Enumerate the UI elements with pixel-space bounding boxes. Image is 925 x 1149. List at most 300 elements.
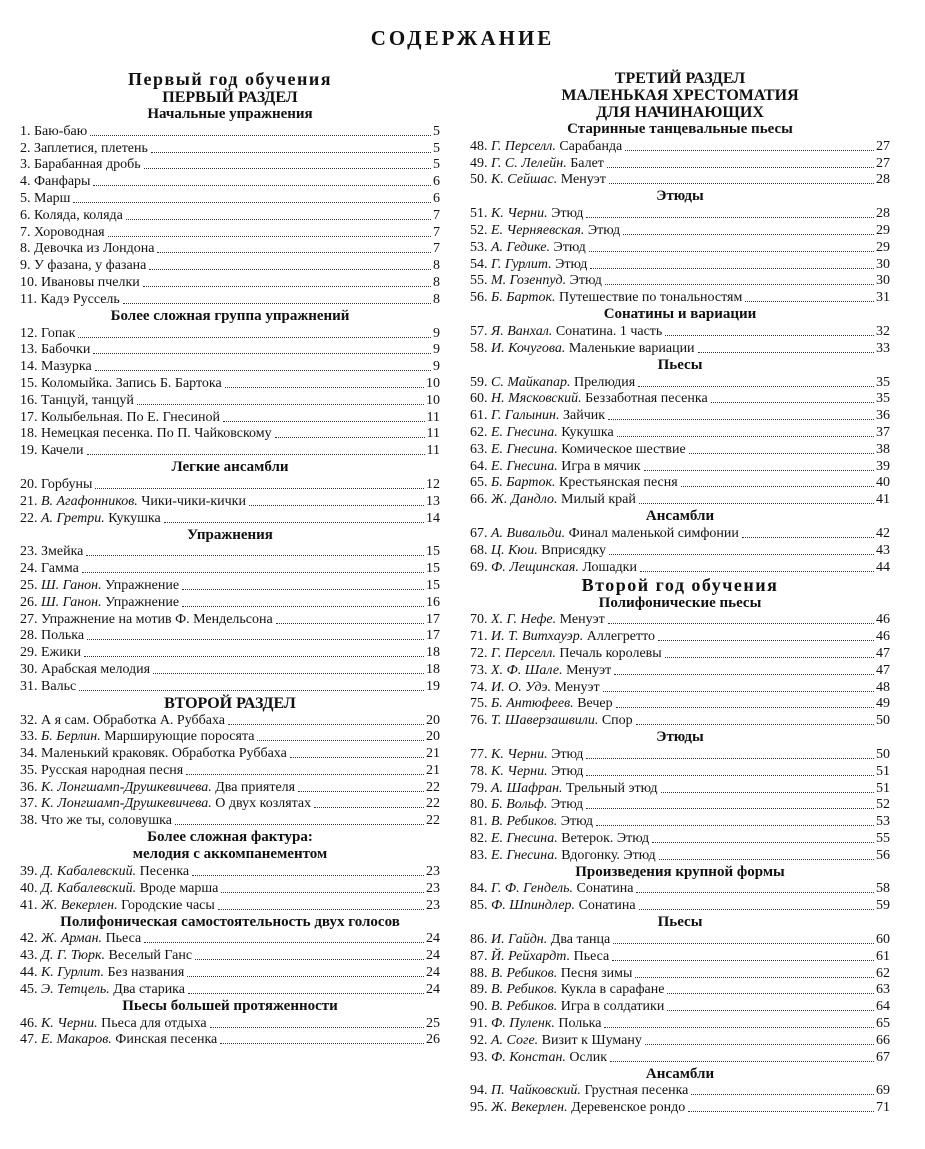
entry-text bbox=[20, 796, 311, 812]
entry-number: 92. bbox=[470, 1032, 488, 1048]
toc-entry bbox=[470, 391, 890, 408]
page-number: 30 bbox=[876, 273, 890, 289]
entry-author: Й. Рейхардт. bbox=[491, 948, 571, 964]
page-title: СОДЕРЖАНИЕ bbox=[370, 26, 555, 50]
entry-title: Барабанная дробь bbox=[34, 157, 141, 173]
entry-number: 26. bbox=[20, 594, 38, 610]
entry-author: К. Черни. bbox=[491, 746, 548, 762]
toc-entry bbox=[20, 342, 440, 359]
toc-entry bbox=[470, 1099, 890, 1116]
entry-title: Городские часы bbox=[121, 897, 215, 913]
entry-author: Г. Галынин. bbox=[491, 408, 560, 424]
entry-text bbox=[20, 191, 70, 207]
entry-title: Немецкая песенка. По П. Чайковскому bbox=[41, 426, 272, 442]
entry-number: 33. bbox=[20, 729, 38, 745]
entry-title: Пьеса для отдыха bbox=[101, 1015, 207, 1031]
section-heading: Старинные танцевальные пьесы bbox=[567, 121, 793, 137]
entry-text bbox=[470, 629, 655, 645]
toc-entry bbox=[470, 830, 890, 847]
toc-entry bbox=[20, 762, 440, 779]
toc-entry bbox=[20, 577, 440, 594]
toc-entry bbox=[470, 763, 890, 780]
toc-entry bbox=[470, 998, 890, 1015]
entry-number: 62. bbox=[470, 424, 488, 440]
page-number: 28 bbox=[876, 172, 890, 188]
dot-leader bbox=[144, 168, 431, 169]
entry-author: А. Соге. bbox=[491, 1032, 539, 1048]
toc-entry bbox=[20, 157, 440, 174]
page-number: 27 bbox=[876, 138, 890, 154]
entry-number: 29. bbox=[20, 645, 38, 661]
dot-leader bbox=[79, 690, 424, 691]
entry-number: 82. bbox=[470, 830, 488, 846]
section-heading: Ансамбли bbox=[645, 1065, 715, 1082]
toc-entry bbox=[470, 1015, 890, 1032]
page-number: 24 bbox=[426, 965, 440, 981]
toc-entry bbox=[20, 257, 440, 274]
dot-leader bbox=[182, 589, 424, 590]
toc-entry bbox=[20, 560, 440, 577]
page-number: 15 bbox=[426, 577, 440, 593]
page-number: 10 bbox=[426, 375, 440, 391]
entry-text bbox=[470, 881, 633, 897]
toc-entry bbox=[470, 491, 890, 508]
entry-author: Х. Г. Нефе. bbox=[491, 612, 557, 628]
entry-text bbox=[470, 1050, 607, 1066]
entry-text bbox=[20, 544, 83, 560]
section-heading: Произведения крупной формы bbox=[575, 863, 785, 880]
page-number: 25 bbox=[426, 1015, 440, 1031]
toc-entry bbox=[470, 1083, 890, 1100]
entry-author: В. Ребиков. bbox=[491, 965, 558, 981]
right-column bbox=[470, 70, 890, 1116]
entry-author: М. Гозенпуд. bbox=[491, 273, 567, 289]
dot-leader bbox=[639, 909, 874, 910]
toc-entry bbox=[470, 138, 890, 155]
entry-author: Т. Шаверзашвили. bbox=[491, 713, 599, 729]
entry-number: 81. bbox=[470, 814, 488, 830]
entry-text bbox=[20, 494, 246, 510]
entry-author: К. Лонгшамп-Друшкевичева. bbox=[41, 779, 212, 795]
entry-title: Этюд bbox=[587, 222, 621, 238]
page-number: 17 bbox=[426, 611, 440, 627]
entry-author: П. Чайковский. bbox=[491, 1083, 581, 1099]
entry-author: Г. Ф. Гендель. bbox=[491, 881, 573, 897]
page-number: 27 bbox=[876, 155, 890, 171]
dot-leader bbox=[617, 436, 874, 437]
entry-text bbox=[20, 1032, 217, 1048]
entry-text bbox=[470, 612, 605, 628]
entry-title: Вечер bbox=[577, 696, 613, 712]
dot-leader bbox=[586, 775, 874, 776]
page-number: 26 bbox=[426, 1032, 440, 1048]
toc-entry bbox=[470, 155, 890, 172]
dot-leader bbox=[84, 656, 424, 657]
entry-text bbox=[470, 949, 609, 965]
entry-title: Песня зимы bbox=[560, 965, 633, 981]
entry-author: В. Ребиков. bbox=[491, 999, 558, 1015]
entry-author: Е. Гнесина. bbox=[491, 424, 558, 440]
page-number: 11 bbox=[426, 409, 440, 425]
dot-leader bbox=[175, 824, 424, 825]
entry-text bbox=[470, 408, 605, 424]
entry-text bbox=[20, 124, 87, 140]
entry-title: Аллегретто bbox=[586, 629, 656, 645]
entry-title: Трельный этюд bbox=[566, 780, 658, 796]
page-number: 23 bbox=[426, 864, 440, 880]
entry-author: В. Ребиков. bbox=[491, 982, 558, 998]
entry-author: А. Гедике. bbox=[491, 239, 550, 255]
entry-text bbox=[470, 999, 664, 1015]
entry-title: Милый край bbox=[561, 492, 636, 508]
dot-leader bbox=[688, 1111, 874, 1112]
entry-text bbox=[470, 1083, 688, 1099]
page-number: 53 bbox=[876, 814, 890, 830]
entry-author: Е. Черняевская. bbox=[491, 222, 585, 238]
page-number: 24 bbox=[426, 931, 440, 947]
entry-text bbox=[20, 713, 225, 729]
entry-text bbox=[20, 477, 92, 493]
dot-leader bbox=[623, 234, 874, 235]
page-number: 24 bbox=[426, 981, 440, 997]
entry-title: Кадэ Руссель bbox=[40, 291, 120, 307]
entry-title: Упражнение bbox=[105, 594, 180, 610]
entry-number: 47. bbox=[20, 1032, 38, 1048]
entry-number: 53. bbox=[470, 239, 488, 255]
entry-author: К. Черни. bbox=[491, 763, 548, 779]
page-number: 51 bbox=[876, 780, 890, 796]
page-number: 35 bbox=[876, 391, 890, 407]
entry-number: 50. bbox=[470, 172, 488, 188]
entry-number: 49. bbox=[470, 155, 488, 171]
page-number: 20 bbox=[426, 729, 440, 745]
toc-entry bbox=[470, 931, 890, 948]
toc-entry bbox=[20, 392, 440, 409]
page-number: 49 bbox=[876, 696, 890, 712]
toc-entry bbox=[20, 661, 440, 678]
page-number: 31 bbox=[876, 290, 890, 306]
entry-author: Е. Гнесина. bbox=[491, 830, 558, 846]
entry-text bbox=[470, 1100, 685, 1116]
dot-leader bbox=[667, 993, 874, 994]
dot-leader bbox=[659, 859, 874, 860]
entry-number: 55. bbox=[470, 273, 488, 289]
entry-number: 83. bbox=[470, 847, 488, 863]
entry-number: 7. bbox=[20, 224, 31, 240]
entry-text bbox=[20, 258, 146, 274]
dot-leader bbox=[314, 807, 424, 808]
dot-leader bbox=[596, 825, 874, 826]
toc-entry bbox=[20, 375, 440, 392]
dot-leader bbox=[149, 269, 431, 270]
entry-text bbox=[20, 275, 140, 291]
dot-leader bbox=[586, 758, 874, 759]
toc-entry bbox=[20, 628, 440, 645]
dot-leader bbox=[612, 960, 874, 961]
entry-title: Вроде марша bbox=[139, 880, 219, 896]
section-heading: Пьесы bbox=[657, 356, 703, 373]
page-number: 10 bbox=[426, 392, 440, 408]
entry-author: Ц. Кюи. bbox=[491, 542, 538, 558]
entry-number: 43. bbox=[20, 948, 38, 964]
entry-title: Песенка bbox=[139, 864, 190, 880]
entry-number: 61. bbox=[470, 408, 488, 424]
dot-leader bbox=[605, 284, 874, 285]
section-heading: Более сложная фактура: bbox=[147, 829, 313, 846]
page-number: 18 bbox=[426, 645, 440, 661]
entry-number: 34. bbox=[20, 746, 38, 762]
dot-leader bbox=[665, 657, 874, 658]
entry-number: 15. bbox=[20, 375, 38, 391]
toc-entry bbox=[470, 1032, 890, 1049]
entry-text bbox=[20, 578, 179, 594]
entry-title: Сонатина bbox=[578, 898, 636, 914]
entry-number: 30. bbox=[20, 661, 38, 677]
entry-number: 25. bbox=[20, 577, 38, 593]
toc-entry bbox=[470, 239, 890, 256]
entry-author: Д. Кабалевский. bbox=[41, 864, 137, 880]
entry-title: Кукушка bbox=[108, 510, 161, 526]
entry-author: Х. Ф. Шале. bbox=[491, 662, 563, 678]
entry-author: Д. Г. Тюрк. bbox=[41, 948, 106, 964]
page-number: 18 bbox=[426, 661, 440, 677]
section-heading: Пьесы bbox=[657, 914, 703, 931]
page-number: 51 bbox=[876, 763, 890, 779]
section-heading: Этюды bbox=[656, 188, 704, 205]
toc-entry bbox=[20, 224, 440, 241]
entry-number: 37. bbox=[20, 796, 38, 812]
entry-text bbox=[470, 375, 635, 391]
page-number: 16 bbox=[426, 594, 440, 610]
entry-number: 51. bbox=[470, 206, 488, 222]
page-number: 22 bbox=[426, 779, 440, 795]
entry-number: 76. bbox=[470, 713, 488, 729]
toc-entry bbox=[20, 863, 440, 880]
section-heading: ДЛЯ НАЧИНАЮЩИХ bbox=[596, 104, 764, 121]
page-number: 28 bbox=[876, 206, 890, 222]
entry-number: 10. bbox=[20, 274, 38, 290]
entry-author: Е. Гнесина. bbox=[491, 847, 558, 863]
page-number: 41 bbox=[876, 492, 890, 508]
entry-author: Ш. Ганон. bbox=[41, 577, 102, 593]
page-number: 22 bbox=[426, 796, 440, 812]
toc-entry bbox=[470, 746, 890, 763]
entry-number: 8. bbox=[20, 241, 31, 257]
entry-text bbox=[470, 646, 662, 662]
entry-number: 71. bbox=[470, 629, 488, 645]
entry-number: 88. bbox=[470, 965, 488, 981]
entry-title: Два танца bbox=[550, 932, 611, 948]
entry-number: 1. bbox=[20, 123, 31, 139]
entry-number: 66. bbox=[470, 492, 488, 508]
dot-leader bbox=[608, 623, 874, 624]
entry-number: 12. bbox=[20, 325, 38, 341]
entry-title: Финал маленькой симфонии bbox=[568, 525, 739, 541]
page-number: 50 bbox=[876, 713, 890, 729]
toc-entry bbox=[470, 679, 890, 696]
entry-title: Деревенское рондо bbox=[571, 1100, 686, 1116]
entry-text bbox=[470, 442, 686, 458]
entry-number: 41. bbox=[20, 897, 38, 913]
entry-text bbox=[20, 292, 120, 308]
toc-entry bbox=[20, 544, 440, 561]
entry-text bbox=[470, 391, 708, 407]
entry-number: 5. bbox=[20, 190, 31, 206]
page-number: 14 bbox=[426, 510, 440, 526]
entry-number: 69. bbox=[470, 559, 488, 575]
dot-leader bbox=[151, 152, 431, 153]
entry-text bbox=[470, 680, 600, 696]
toc-entry bbox=[20, 173, 440, 190]
page-number: 46 bbox=[876, 629, 890, 645]
page-number: 58 bbox=[876, 881, 890, 897]
page-number: 8 bbox=[433, 258, 440, 274]
dot-leader bbox=[658, 640, 874, 641]
page-number: 7 bbox=[433, 224, 440, 240]
entry-author: Г. Гурлит. bbox=[491, 256, 552, 272]
entry-text bbox=[20, 763, 183, 779]
toc-entry bbox=[470, 172, 890, 189]
entry-author: Б. Антюфеев. bbox=[491, 696, 574, 712]
toc-entry bbox=[20, 897, 440, 914]
toc-entry bbox=[470, 289, 890, 306]
page-number: 8 bbox=[433, 291, 440, 307]
entry-title: Два старика bbox=[113, 981, 185, 997]
section-heading: ТРЕТИЙ РАЗДЕЛ bbox=[614, 70, 746, 87]
dot-leader bbox=[82, 572, 424, 573]
entry-number: 2. bbox=[20, 140, 31, 156]
page-number: 9 bbox=[433, 325, 440, 341]
entry-title: Два приятеля bbox=[215, 779, 296, 795]
entry-number: 70. bbox=[470, 612, 488, 628]
dot-leader bbox=[640, 571, 874, 572]
entry-author: Ш. Ганон. bbox=[41, 594, 102, 610]
entry-number: 22. bbox=[20, 510, 38, 526]
dot-leader bbox=[275, 437, 425, 438]
section-heading: Более сложная группа упражнений bbox=[110, 307, 350, 324]
entry-number: 85. bbox=[470, 898, 488, 914]
dot-leader bbox=[635, 977, 874, 978]
entry-author: А. Шафран. bbox=[491, 780, 563, 796]
page-number: 44 bbox=[876, 559, 890, 575]
entry-number: 52. bbox=[470, 222, 488, 238]
dot-leader bbox=[108, 236, 431, 237]
dot-leader bbox=[95, 488, 424, 489]
toc-entry bbox=[20, 594, 440, 611]
entry-text bbox=[20, 208, 123, 224]
entry-text bbox=[20, 511, 161, 527]
entry-title: Финская песенка bbox=[115, 1032, 218, 1048]
page-number: 69 bbox=[876, 1083, 890, 1099]
toc-entry bbox=[470, 1049, 890, 1066]
entry-title: О двух козлятах bbox=[215, 796, 312, 812]
page-number: 5 bbox=[433, 123, 440, 139]
entry-text bbox=[20, 898, 215, 914]
toc-entry bbox=[20, 140, 440, 157]
page-number: 21 bbox=[426, 746, 440, 762]
entry-number: 17. bbox=[20, 409, 38, 425]
page-number: 20 bbox=[426, 712, 440, 728]
entry-title: Крестьянская песня bbox=[559, 475, 678, 491]
dot-leader bbox=[691, 1094, 874, 1095]
entry-title: Менуэт bbox=[560, 172, 606, 188]
dot-leader bbox=[95, 370, 431, 371]
page-number: 66 bbox=[876, 1032, 890, 1048]
entry-number: 20. bbox=[20, 476, 38, 492]
dot-leader bbox=[249, 505, 424, 506]
entry-number: 89. bbox=[470, 982, 488, 998]
toc-entry bbox=[470, 696, 890, 713]
entry-text bbox=[470, 898, 636, 914]
toc-entry bbox=[20, 409, 440, 426]
section-heading: МАЛЕНЬКАЯ ХРЕСТОМАТИЯ bbox=[561, 87, 799, 104]
page-number: 48 bbox=[876, 679, 890, 695]
entry-text bbox=[470, 747, 583, 763]
dot-leader bbox=[126, 219, 431, 220]
toc-entry bbox=[20, 207, 440, 224]
entry-number: 42. bbox=[20, 931, 38, 947]
entry-title: Сонатина bbox=[576, 881, 634, 897]
entry-title: Коломыйка. Запись Б. Бартока bbox=[41, 375, 222, 391]
entry-author: Б. Вольф. bbox=[491, 797, 548, 813]
dot-leader bbox=[187, 976, 424, 977]
entry-number: 19. bbox=[20, 443, 38, 459]
toc-entry bbox=[20, 796, 440, 813]
entry-author: Н. Мясковский. bbox=[491, 391, 582, 407]
toc-entry bbox=[470, 542, 890, 559]
entry-title: Гамма bbox=[41, 561, 79, 577]
entry-title: Заплетися, плетень bbox=[34, 140, 148, 156]
entry-number: 72. bbox=[470, 645, 488, 661]
toc-entry bbox=[20, 812, 440, 829]
toc-entry bbox=[470, 712, 890, 729]
entry-number: 93. bbox=[470, 1049, 488, 1065]
dot-leader bbox=[589, 251, 874, 252]
page-number: 7 bbox=[433, 241, 440, 257]
entry-number: 6. bbox=[20, 207, 31, 223]
entry-number: 36. bbox=[20, 779, 38, 795]
entry-title: Баю-баю bbox=[34, 123, 88, 139]
entry-author: К. Сейшас. bbox=[491, 172, 558, 188]
entry-text bbox=[20, 931, 141, 947]
toc-entry bbox=[470, 205, 890, 222]
entry-title: Сонатина. 1 часть bbox=[555, 323, 663, 339]
page-number: 9 bbox=[433, 342, 440, 358]
dot-leader bbox=[210, 1027, 424, 1028]
entry-text bbox=[470, 932, 610, 948]
entry-text bbox=[20, 443, 84, 459]
entry-text bbox=[470, 156, 604, 172]
toc-entry bbox=[20, 678, 440, 695]
entry-author: И. Т. Витхауэр. bbox=[491, 629, 584, 645]
entry-text bbox=[20, 561, 79, 577]
entry-text bbox=[20, 174, 90, 190]
page-number: 6 bbox=[433, 190, 440, 206]
dot-leader bbox=[93, 353, 431, 354]
toc-entry bbox=[20, 325, 440, 342]
dot-leader bbox=[586, 808, 874, 809]
entry-author: Е. Гнесина. bbox=[491, 441, 558, 457]
entry-author: Г. Перселл. bbox=[491, 645, 556, 661]
entry-text bbox=[20, 628, 84, 644]
entry-text bbox=[20, 729, 254, 745]
dot-leader bbox=[681, 486, 874, 487]
entry-title: Ежики bbox=[41, 645, 82, 661]
entry-title: Фанфары bbox=[34, 174, 91, 190]
entry-author: И. Гайдн. bbox=[491, 932, 548, 948]
entry-title: Печаль королевы bbox=[559, 645, 662, 661]
entry-text bbox=[470, 324, 662, 340]
